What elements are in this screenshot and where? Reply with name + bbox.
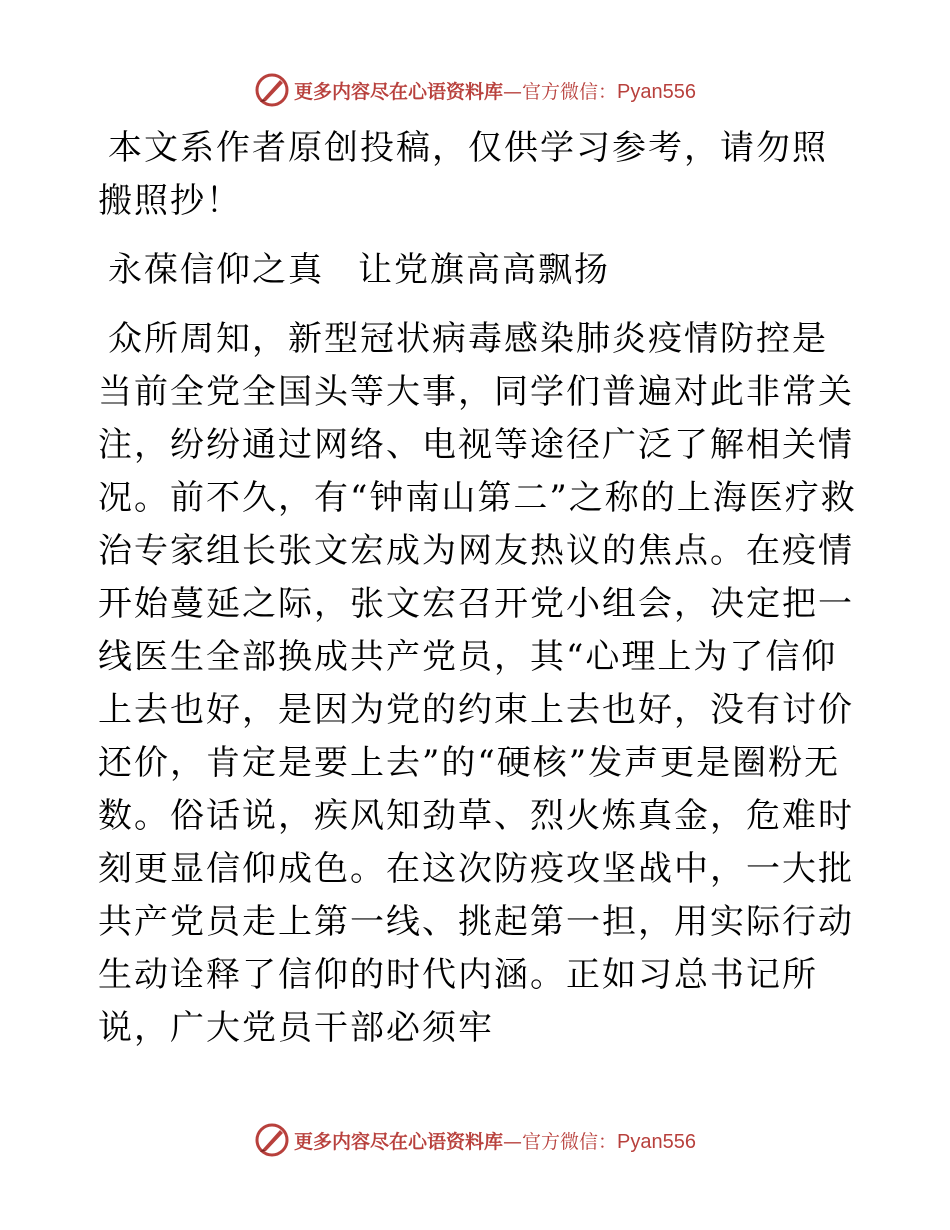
banner-dash: — xyxy=(503,80,523,103)
article-title xyxy=(98,244,858,297)
banner-dash: — xyxy=(503,1130,523,1153)
banner-wechat-label: 官方微信： xyxy=(522,1130,618,1153)
article-title-part1: 永葆信仰之真 xyxy=(108,250,324,290)
quill-logo-icon xyxy=(254,72,290,108)
banner-wechat-id: Pyan556 xyxy=(617,1130,696,1153)
document-body xyxy=(98,122,858,1055)
quill-logo-icon xyxy=(254,1122,290,1158)
body-paragraph: 众所周知，新型冠状病毒感染肺炎疫情防控是当前全党全国头等大事，同学们普遍对此非常关注，纷纷通过网络、电视等途径广泛了解相关情况。前不久，有“钟南山第二”之称的上海医疗救治专家组长张文宏成为网友热议的焦点。在疫情开始蔓延之际，张文宏召开党小组会，决定把一线医生全部换成共产党员，其“心理上为了信仰上去也好，是因为党的约束上去也好，没有讨价还价，肯定是要上去”的“硬核”发声更是圈粉无数。俗话说，疾风知劲草、烈火炼真金，危难时刻更显信仰成色。在这次防疫攻坚战中，一大批共产党员走上第一线、挑起第一担，用实际行动生动诠释了信仰的时代内涵。正如习总书记所说，广大党员干部必须牢 xyxy=(98,319,857,1048)
banner-text xyxy=(294,77,696,104)
banner-wechat-label: 官方微信： xyxy=(522,80,618,103)
banner-text xyxy=(294,1127,696,1154)
disclaimer-paragraph: 本文系作者原创投稿，仅供学习参考，请勿照搬照抄！ xyxy=(98,128,828,221)
banner-site-name: 更多内容尽在心语资料库 xyxy=(294,80,504,103)
banner-site-name: 更多内容尽在心语资料库 xyxy=(294,1130,504,1153)
banner-wechat-id: Pyan556 xyxy=(617,80,696,103)
footer-banner xyxy=(0,1120,950,1160)
article-title-part2: 让党旗高高飘扬 xyxy=(358,250,610,290)
header-banner xyxy=(0,70,950,110)
